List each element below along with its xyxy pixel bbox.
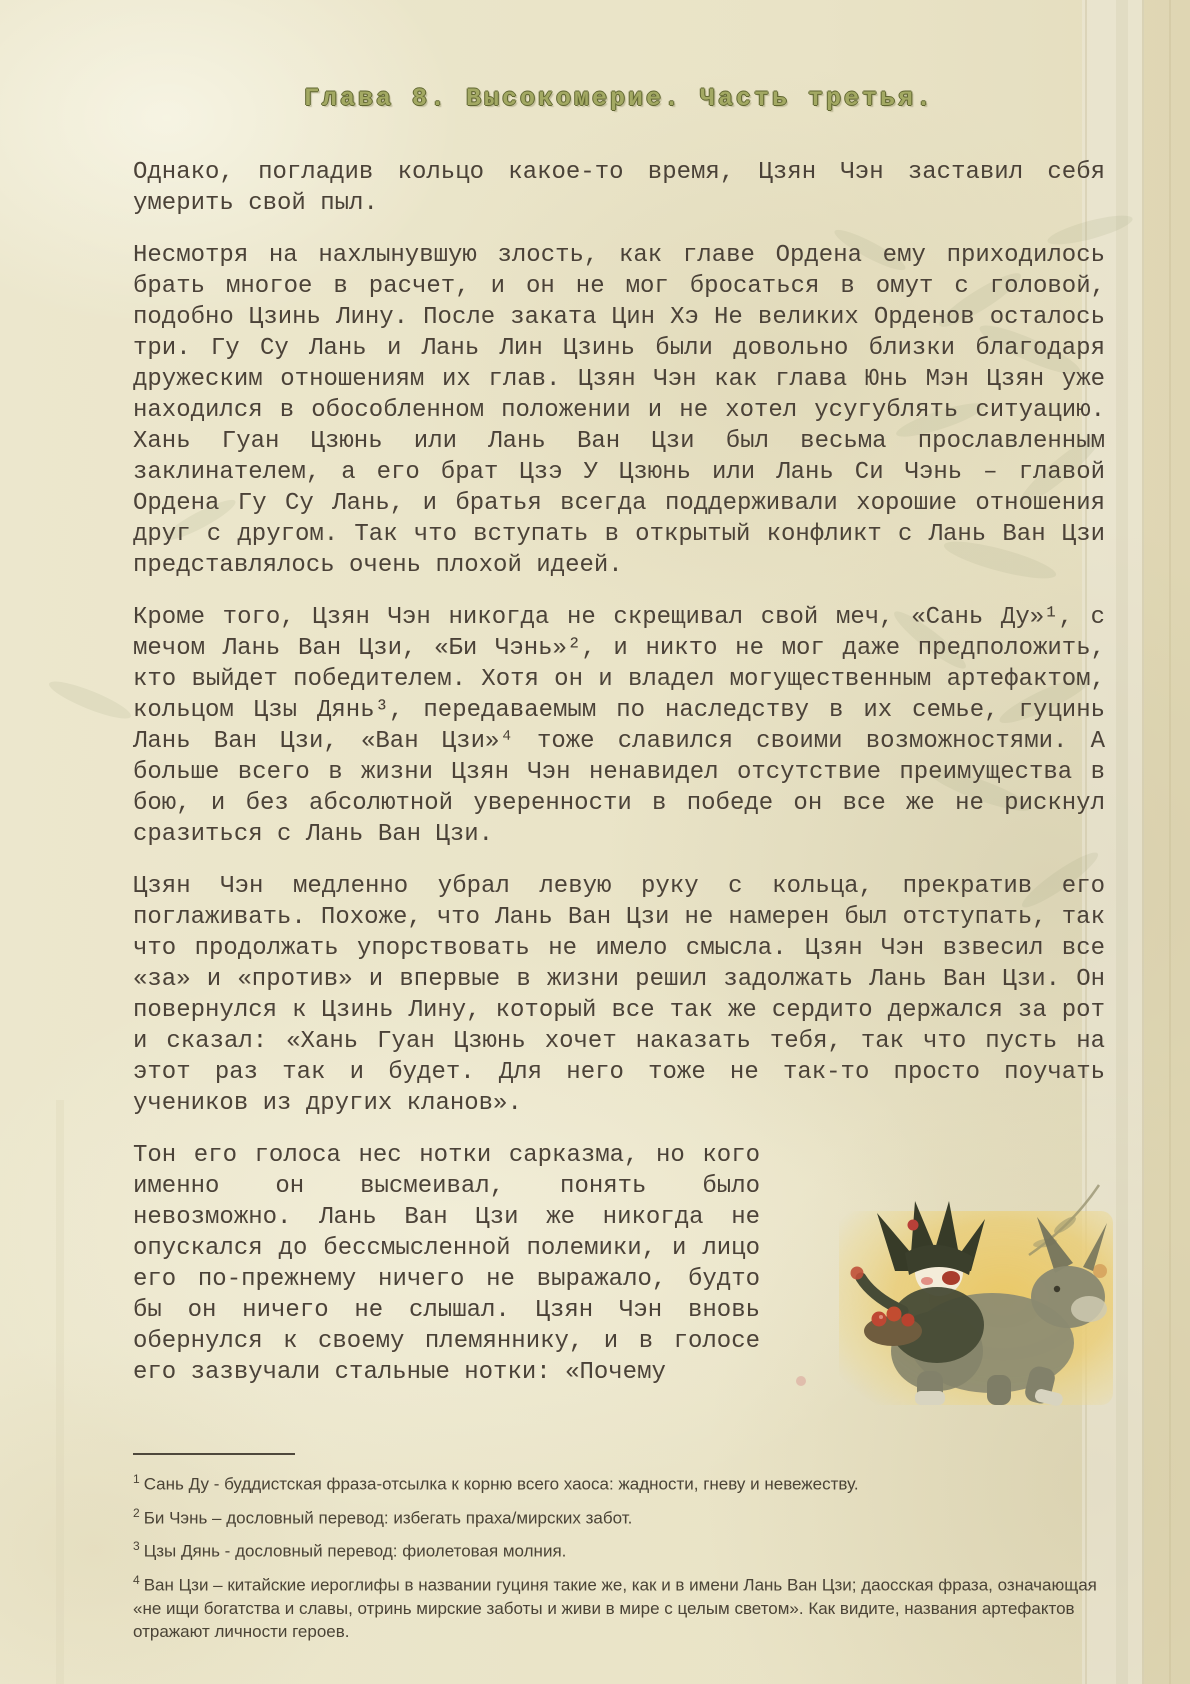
footnote-3-text: Цзы Дянь - дословный перевод: фиолетовая молния. [143, 1541, 567, 1561]
footnote-4-number: 4 [133, 1572, 140, 1587]
paragraph-4: Цзян Чэн медленно убрал левую руку с кольца, прекратив его поглаживать. Похоже, что Лань Ван Цзи не намерен был отступать, так что продолжать упорствовать не имело смысла. Цзян Чэн взвесил все «за» и «против» и впервые в жизни решил задолжать Лань Ван Цзи. Он повернулся к Цзинь Лину, который все так же сердито держался за рот и сказал: «Хань Гуан Цзюнь хочет наказать тебя, так что пусть на этот раз так и будет. Для него тоже не так-то просто поучать учеников из других кланов». [133, 873, 1105, 1117]
paragraph-5-with-illustration [133, 1140, 1105, 1388]
footnote-2 [133, 1502, 1105, 1530]
paragraph-3: Кроме того, Цзян Чэн никогда не скрещивал свой меч, «Сань Ду»¹, с мечом Лань Ван Цзи, «Би Чэнь»², и никто не мог даже предположить, кто выйдет победителем. Хотя он и владел могущественным артефактом, кольцом Цзы Дянь³, передаваемым по наследству в их семье, гуцинь Лань Ван Цзи, «Ван Цзи»⁴ тоже славился своими возможностями. А больше всего в жизни Цзян Чэн ненавидел отсутствие преимущества в бою, и без абсолютной уверенности в победе он все же не рискнул сразиться с Лань Ван Цзи. [133, 604, 1105, 848]
footnote-4-text: Ван Цзи – китайские иероглифы в названии гуциня такие же, как и в имени Лань Ван Цзи; даосская фраза, означающая «не ищи богатства и славы, отринь мирские заботы и живи в мире с целым светом». Как видите, названия артефактов отражают личности героев. [133, 1575, 1097, 1641]
footnote-1 [133, 1468, 1105, 1496]
footnote-separator [133, 1453, 295, 1455]
footnote-1-text: Сань Ду - буддистская фраза-отсылка к корню всего хаоса: жадности, гневу и невежеству. [143, 1474, 859, 1494]
footnote-2-text: Би Чэнь – дословный перевод: избегать праха/мирских забот. [143, 1508, 633, 1528]
paragraph-5: Тон его голоса нес нотки сарказма, но кого именно он высмеивал, понять было невозможно. Лань Ван Цзи же никогда не опускался до бессмысленной полемики, и лицо его по-прежнему ничего не выражало, будто бы он ничего не слышал. Цзян Чэн вновь обернулся к своему племяннику, и в голосе его зазвучали стальные нотки: «Почему [133, 1142, 760, 1386]
chapter-title: Глава 8. Высокомерие. Часть третья. [303, 84, 935, 113]
chibi-illustration [760, 1171, 1105, 1415]
footnote-1-number: 1 [133, 1472, 140, 1486]
footnote-3 [133, 1535, 1105, 1563]
footnotes-section [133, 1415, 1105, 1643]
footnote-2-number: 2 [133, 1505, 140, 1520]
paragraph-1: Однако, погладив кольцо какое-то время, Цзян Чэн заставил себя умерить свой пыл. [133, 159, 1105, 217]
text-column [133, 0, 1105, 1649]
footnote-3-number: 3 [133, 1539, 140, 1554]
paragraph-2: Несмотря на нахлынувшую злость, как главе Ордена ему приходилось брать многое в расчет, и он не мог бросаться в омут с головой, подобно Цзинь Лину. После заката Цин Хэ Не великих Орденов осталось три. Гу Су Лань и Лань Лин Цзинь были довольно близки благодаря дружеским отношениям их глав. Цзян Чэн как глава Юнь Мэн Цзян уже находился в обособленном положении и не хотел усугублять ситуацию. Хань Гуан Цзюнь или Лань Ван Цзи был весьма прославленным заклинателем, а его брат Цзэ У Цзюнь или Лань Си Чэнь – главой Ордена Гу Су Лань, и братья всегда поддерживали хорошие отношения друг с другом. Так что вступать в открытый конфликт с Лань Ван Цзи представлялось очень плохой идеей. [133, 242, 1105, 579]
footnote-4 [133, 1569, 1105, 1643]
